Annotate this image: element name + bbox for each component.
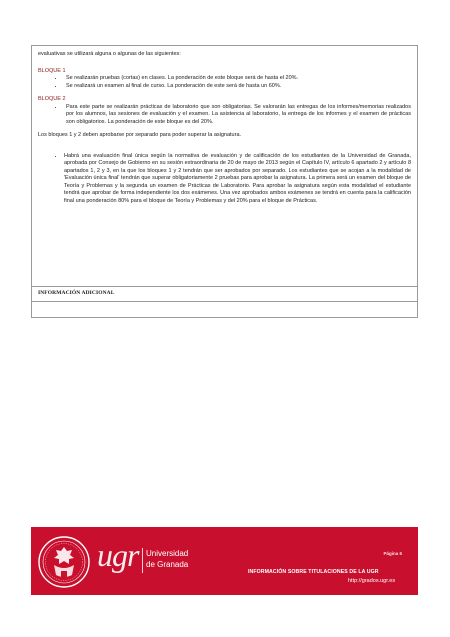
university-name-line: Universidad (146, 549, 189, 558)
list-item: • Para este parte se realizarán prácticas de laboratorio que son obligatorias. Se valorarán las entregas de los informes/memorias realizados por los alumnos, las sesiones de evaluación y el examen. La asistencia al laboratorio, la entrega de los informes y el examen de prácticas son obligatorios. La ponderación de este bloque es del 20%. (64, 104, 411, 127)
ugr-logo: ugr (97, 537, 139, 573)
grados-link[interactable]: http://grados.ugr.es (348, 578, 396, 584)
page-number: Página 6 (383, 551, 402, 556)
divider (32, 286, 417, 287)
divider (142, 548, 143, 573)
closing-text: Los bloques 1 y 2 deben aprobarse por separado para poder superar la asignatura. (38, 132, 242, 138)
evaluation-content (32, 46, 417, 286)
university-name (146, 549, 188, 570)
list-item: • Habrá una evaluación final única según la normativa de evaluación y de calificación de los estudiantes de la Universidad de Granada, aprobada por Consejo de Gobierno en su sesión extraordinaria de 20 de mayo de 2013 según el Capítulo IV, artículo 6 apartado 2 y artículo 8 apartados 1, 2 y 3, en la que los bloques 1 y 2 tendrán que ser aprobados por separado. Los estudiantes que se acojan a la modalidad de 'Evaluación única final' tendrán que superar obligatoriamente 2 pruebas para aprobar la asignatura. La primera será un examen del bloque de Teoría y Problemas y la segunda un examen de Prácticas de Laboratorio. Para aprobar la asignatura según esta modalidad el estudiante tendrá que aprobar de forma independiente los dos exámenes. Una vez aprobados ambos exámenes se tendrá en cuenta para la calificación final una ponderación 80% para el bloque de Teoría y Problemas y del 20% para el bloque de Prácticas. (64, 153, 411, 206)
divider (32, 301, 417, 302)
intro-text: evaluativas se utilizará alguna o algunas de las siguientes: (38, 51, 181, 57)
evaluation-section (31, 45, 418, 318)
final-evaluation-list (38, 153, 411, 206)
bloque-2-list (38, 104, 411, 127)
university-name-line: de Granada (146, 559, 189, 569)
info-section-title: INFORMACIÓN ADICIONAL (38, 290, 115, 296)
bloque-1-list (38, 75, 411, 90)
university-seal-icon (37, 535, 91, 589)
list-item: • Se realizarán pruebas (cortas) en clases. La ponderación de este bloque será de hasta el 20%. (64, 75, 411, 83)
page-footer (31, 527, 418, 595)
list-item: • Se realizará un examen al final de curso. La ponderación de este será de hasta un 60%. (64, 83, 411, 91)
titulaciones-banner: INFORMACIÓN SOBRE TITULACIONES DE LA UGR (248, 569, 379, 575)
bloque-1-title: BLOQUE 1 (38, 67, 66, 74)
bloque-2-title: BLOQUE 2 (38, 96, 66, 102)
